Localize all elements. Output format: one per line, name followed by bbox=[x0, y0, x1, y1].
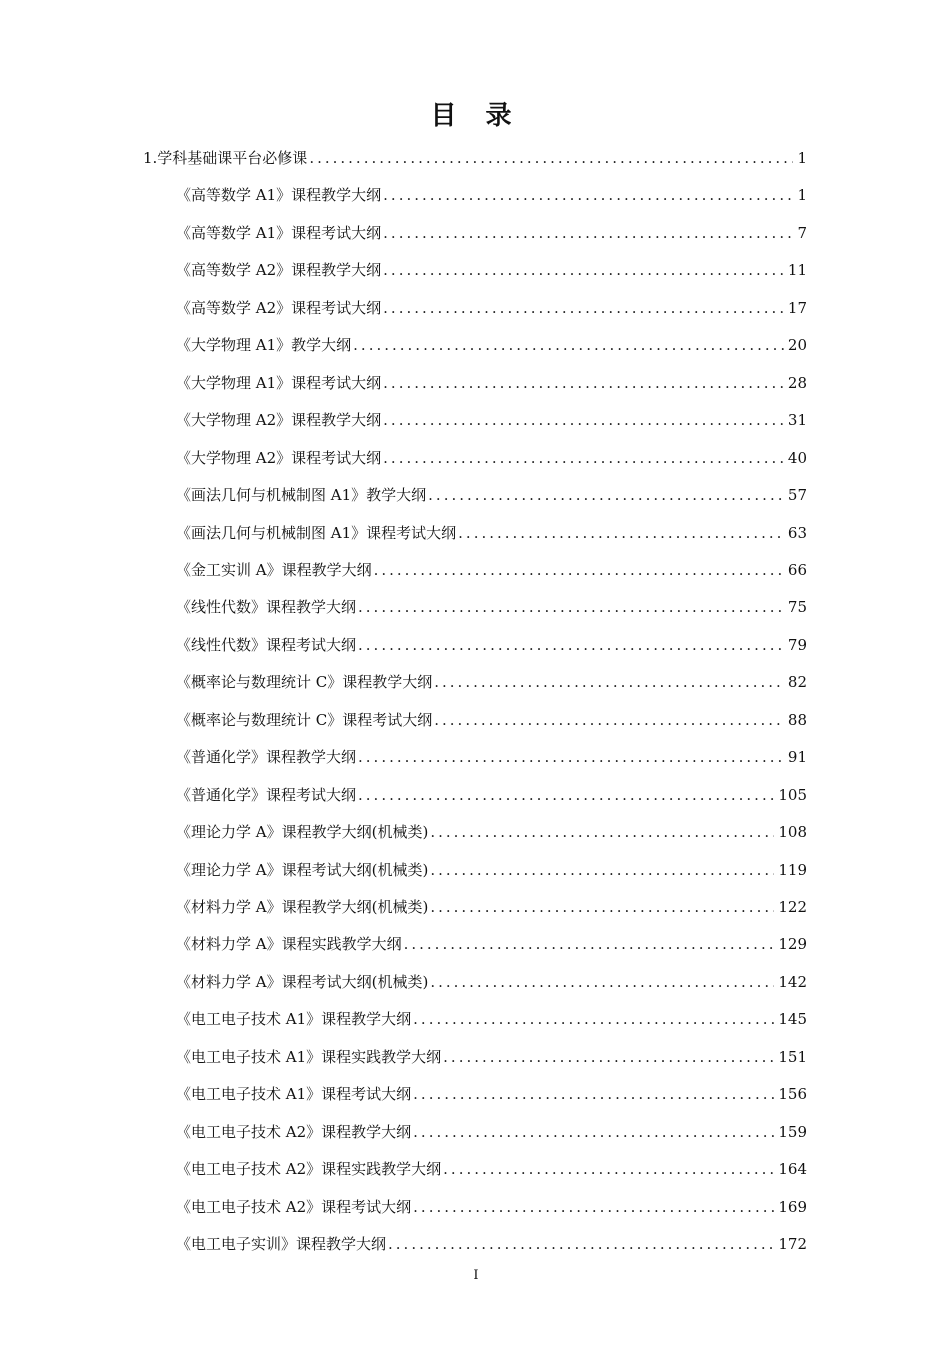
toc-dot-leader bbox=[443, 1157, 774, 1181]
toc-entry-page-number: 57 bbox=[787, 486, 807, 505]
toc-entry-title: 《高等数学 A1》课程教学大纲 bbox=[176, 186, 382, 205]
toc-entry-title: 《大学物理 A2》课程教学大纲 bbox=[176, 411, 382, 430]
toc-dot-leader bbox=[413, 1120, 774, 1144]
toc-entry[interactable] bbox=[176, 333, 807, 357]
toc-entry[interactable] bbox=[176, 1120, 807, 1144]
toc-entry-title: 《电工电子技术 A1》课程实践教学大纲 bbox=[176, 1047, 442, 1066]
toc-entry-title: 《线性代数》课程考试大纲 bbox=[176, 635, 357, 654]
toc-entry[interactable] bbox=[176, 408, 807, 432]
toc-entry-page-number: 105 bbox=[778, 785, 807, 804]
toc-entry[interactable] bbox=[176, 858, 807, 882]
toc-entry[interactable] bbox=[176, 708, 807, 732]
toc-entry[interactable] bbox=[176, 745, 807, 769]
toc-entry-page-number: 79 bbox=[787, 635, 807, 654]
toc-dot-leader bbox=[383, 221, 793, 245]
toc-entry[interactable] bbox=[176, 1045, 807, 1069]
toc-entry[interactable] bbox=[176, 1195, 807, 1219]
toc-entry[interactable] bbox=[176, 221, 807, 245]
toc-entry-title: 《概率论与数理统计 C》课程考试大纲 bbox=[176, 710, 433, 729]
toc-dot-leader bbox=[388, 1232, 774, 1256]
toc-entry-title: 《理论力学 A》课程考试大纲(机械类) bbox=[176, 860, 429, 879]
toc-entry-title: 《高等数学 A2》课程考试大纲 bbox=[176, 298, 382, 317]
toc-dot-leader bbox=[383, 183, 793, 207]
toc-entry-page-number: 91 bbox=[787, 748, 807, 767]
toc-dot-leader bbox=[358, 745, 784, 769]
toc-dot-leader bbox=[374, 558, 784, 582]
toc-entry-page-number: 108 bbox=[778, 823, 807, 842]
toc-entry-page-number: 28 bbox=[787, 373, 807, 392]
toc-entry-page-number: 40 bbox=[787, 448, 807, 467]
toc-entry-title: 《电工电子技术 A2》课程实践教学大纲 bbox=[176, 1160, 442, 1179]
toc-dot-leader bbox=[430, 858, 774, 882]
toc-entry-page-number: 88 bbox=[787, 710, 807, 729]
toc-entry-page-number: 1 bbox=[797, 149, 807, 167]
toc-dot-leader bbox=[383, 296, 784, 320]
toc-entry-title: 《理论力学 A》课程教学大纲(机械类) bbox=[176, 823, 429, 842]
toc-dot-leader bbox=[434, 708, 784, 732]
toc-section-entry[interactable] bbox=[143, 146, 807, 170]
toc-entry[interactable] bbox=[176, 820, 807, 844]
toc-entry-title: 《普通化学》课程考试大纲 bbox=[176, 785, 357, 804]
toc-entry-page-number: 7 bbox=[797, 223, 807, 242]
toc-entry-title: 《概率论与数理统计 C》课程教学大纲 bbox=[176, 673, 433, 692]
toc-entry-page-number: 1 bbox=[797, 186, 807, 205]
toc-entry-page-number: 151 bbox=[778, 1047, 807, 1066]
toc-entry[interactable] bbox=[176, 783, 807, 807]
toc-entry[interactable] bbox=[176, 1157, 807, 1181]
toc-entry-page-number: 11 bbox=[787, 261, 807, 280]
toc-dot-leader bbox=[358, 633, 784, 657]
toc-entry-page-number: 75 bbox=[787, 598, 807, 617]
toc-entry-page-number: 164 bbox=[778, 1160, 807, 1179]
toc-entry-title: 《电工电子技术 A1》课程教学大纲 bbox=[176, 1010, 412, 1029]
toc-entry[interactable] bbox=[176, 595, 807, 619]
toc-dot-leader bbox=[383, 371, 784, 395]
toc-dot-leader bbox=[413, 1007, 774, 1031]
toc-dot-leader bbox=[434, 670, 784, 694]
toc-entry-title: 《材料力学 A》课程实践教学大纲 bbox=[176, 935, 402, 954]
toc-entry-title: 《材料力学 A》课程考试大纲(机械类) bbox=[176, 972, 429, 991]
page-number: I bbox=[473, 1268, 479, 1283]
toc-entry-page-number: 145 bbox=[778, 1010, 807, 1029]
toc-entry-page-number: 119 bbox=[778, 860, 807, 879]
toc-dot-leader bbox=[443, 1045, 774, 1069]
toc-dot-leader bbox=[430, 970, 774, 994]
toc-dot-leader bbox=[383, 446, 784, 470]
toc-entry-title: 《电工电子实训》课程教学大纲 bbox=[176, 1235, 387, 1254]
toc-dot-leader bbox=[430, 895, 774, 919]
toc-entry-page-number: 20 bbox=[787, 336, 807, 355]
toc-dot-leader bbox=[458, 521, 784, 545]
toc-dot-leader bbox=[430, 820, 774, 844]
toc-dot-leader bbox=[383, 258, 784, 282]
toc-entry[interactable] bbox=[176, 670, 807, 694]
toc-entry[interactable] bbox=[176, 521, 807, 545]
toc-dot-leader bbox=[358, 783, 774, 807]
toc-entry-title: 《电工电子技术 A2》课程教学大纲 bbox=[176, 1122, 412, 1141]
toc-entry[interactable] bbox=[176, 558, 807, 582]
toc-entry-title: 《电工电子技术 A2》课程考试大纲 bbox=[176, 1197, 412, 1216]
toc-dot-leader bbox=[404, 932, 775, 956]
toc-entry-page-number: 129 bbox=[778, 935, 807, 954]
toc-dot-leader bbox=[383, 408, 784, 432]
toc-entry-page-number: 172 bbox=[778, 1235, 807, 1254]
toc-entry-page-number: 142 bbox=[778, 972, 807, 991]
toc-entry-page-number: 169 bbox=[778, 1197, 807, 1216]
toc-dot-leader bbox=[428, 483, 784, 507]
toc-entry-title: 《画法几何与机械制图 A1》课程考试大纲 bbox=[176, 523, 457, 542]
toc-entry[interactable] bbox=[176, 296, 807, 320]
toc-entry[interactable] bbox=[176, 1007, 807, 1031]
toc-entry-title: 《普通化学》课程教学大纲 bbox=[176, 748, 357, 767]
toc-entry-title: 《大学物理 A2》课程考试大纲 bbox=[176, 448, 382, 467]
toc-entry[interactable] bbox=[176, 895, 807, 919]
toc-entry-title: 《线性代数》课程教学大纲 bbox=[176, 598, 357, 617]
toc-dot-leader bbox=[413, 1195, 774, 1219]
toc-entry-page-number: 122 bbox=[778, 898, 807, 916]
toc-entry-page-number: 31 bbox=[787, 411, 807, 430]
toc-entry[interactable] bbox=[176, 633, 807, 657]
toc-entry[interactable] bbox=[176, 258, 807, 282]
toc-entry[interactable] bbox=[176, 483, 807, 507]
toc-dot-leader bbox=[358, 595, 784, 619]
toc-entry-title: 《金工实训 A》课程教学大纲 bbox=[176, 560, 372, 579]
toc-entry[interactable] bbox=[176, 1082, 807, 1106]
toc-entry-title: 《电工电子技术 A1》课程考试大纲 bbox=[176, 1085, 412, 1104]
toc-entry-page-number: 82 bbox=[787, 673, 807, 692]
toc-entry-page-number: 66 bbox=[787, 560, 807, 579]
toc-entry-title: 《高等数学 A2》课程教学大纲 bbox=[176, 261, 382, 280]
toc-entry[interactable] bbox=[176, 970, 807, 994]
toc-entry-page-number: 156 bbox=[778, 1085, 807, 1104]
page-title: 目 录 bbox=[430, 101, 522, 131]
toc-entry[interactable] bbox=[176, 183, 807, 207]
toc-entry[interactable] bbox=[176, 371, 807, 395]
toc-entry-title: 《大学物理 A1》课程考试大纲 bbox=[176, 373, 382, 392]
toc-dot-leader bbox=[309, 146, 793, 170]
toc-dot-leader bbox=[353, 333, 784, 357]
toc-entry[interactable] bbox=[176, 1232, 807, 1256]
toc-entry-page-number: 159 bbox=[778, 1122, 807, 1141]
toc-entry-title: 《画法几何与机械制图 A1》教学大纲 bbox=[176, 486, 427, 505]
toc-entry-title: 《大学物理 A1》教学大纲 bbox=[176, 336, 352, 355]
toc-entry[interactable] bbox=[176, 446, 807, 470]
toc-dot-leader bbox=[413, 1082, 774, 1106]
toc-entry[interactable] bbox=[176, 932, 807, 956]
toc-entry-page-number: 63 bbox=[787, 523, 807, 542]
toc-entry-title: 《高等数学 A1》课程考试大纲 bbox=[176, 223, 382, 242]
toc-entry-title: 1.学科基础课平台必修课 bbox=[143, 149, 308, 167]
toc-entry-page-number: 17 bbox=[787, 298, 807, 317]
toc-entry-title: 《材料力学 A》课程教学大纲(机械类) bbox=[176, 898, 429, 916]
